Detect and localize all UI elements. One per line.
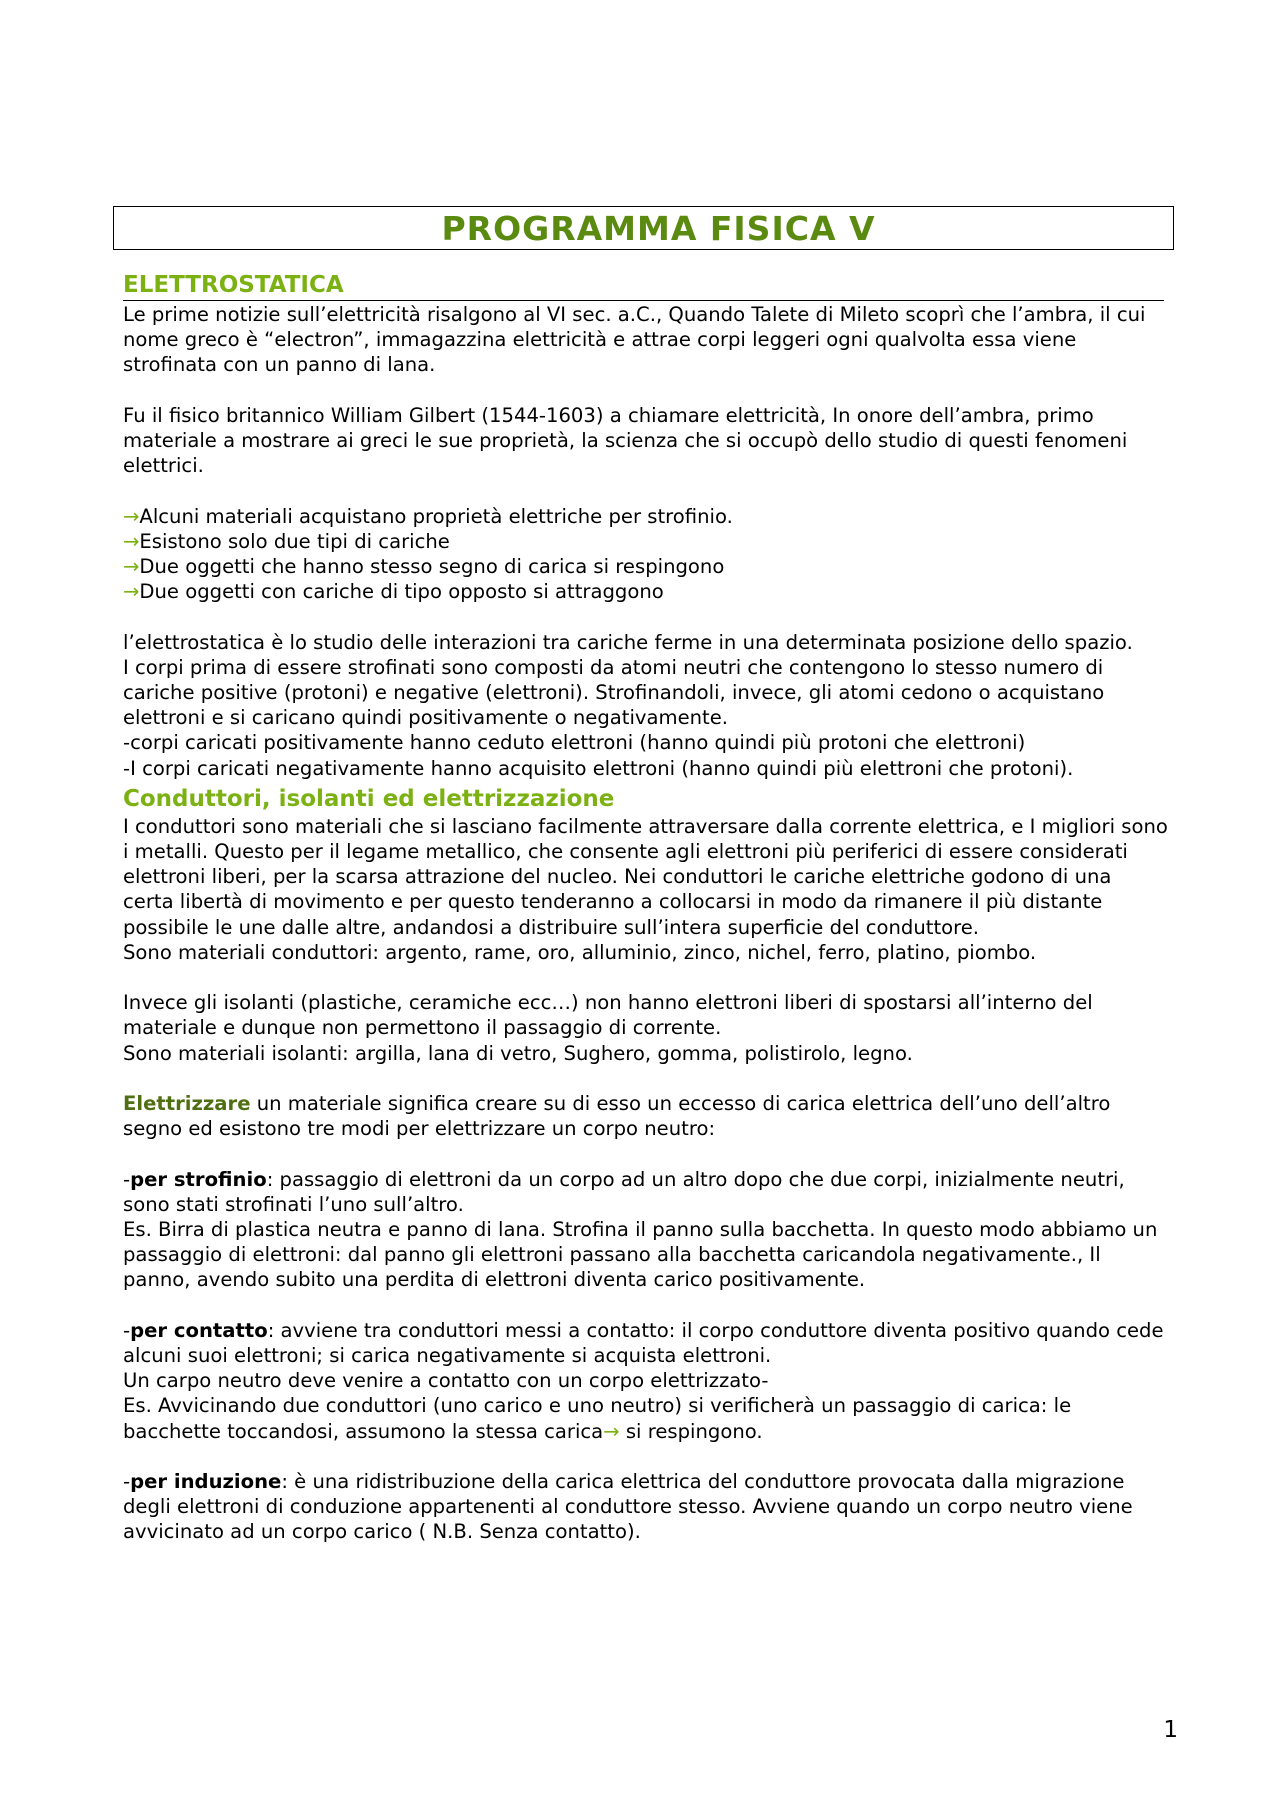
- insulators-list: Sono materiali isolanti: argilla, lana di vetro, Sughero, gomma, polistirolo, legno.: [123, 1041, 913, 1065]
- subsection-heading-conduttori: Conduttori, isolanti ed elettrizzazione: [123, 785, 615, 812]
- arrow-list-item: →Alcuni materiali acquistano proprietà elettriche per strofinio.: [123, 504, 733, 528]
- intro-paragraph-1: Le prime notizie sull’elettricità risalgono al VI sec. a.C., Quando Talete di Mileto scoprì che l’ambra, il cui nome greco è “electron”, immagazzina elettricità e attrae corpi leggeri ogni qualvolta essa viene strofinata con un panno di lana.: [123, 303, 1146, 377]
- conductors-paragraph: I conduttori sono materiali che si lasciano facilmente attraversare dalla corrente elettrica, e I migliori sono i metalli. Questo per il legame metallico, che consente agli elettroni più periferici di essere considerati elettroni liberi, per la scarsa attrazione del nucleo. Nei conduttori le cariche elettriche godono di una certa libertà di movimento e per questo tenderanno a collocarsi in modo da rimanere il più distante possibile le une dalle altre, andandosi a distribuire sull’intera superficie del conduttore.: [123, 814, 1168, 939]
- method-induction: -per induzione: è una ridistribuzione della carica elettrica del conduttore provocata dalla migrazione degli elettroni di conduzione appartenenti al conduttore stesso. Avviene quando un corpo neutro viene avvicinato ad un corpo carico ( N.B. Senza contatto).: [123, 1470, 1133, 1544]
- friction-keyword: per strofinio: [130, 1167, 267, 1191]
- document-body: [123, 270, 1168, 1545]
- method-contact: -per contatto: avviene tra conduttori messi a contatto: il corpo conduttore diventa positivo quando cede alcuni suoi elettroni; si carica negativamente si acquista elettroni.: [123, 1318, 1164, 1368]
- title-box: [113, 206, 1174, 250]
- electrify-keyword: Elettrizzare: [123, 1092, 251, 1116]
- neutral-atoms-paragraph: I corpi prima di essere strofinati sono composti da atomi neutri che contengono lo stesso numero di cariche positive (protoni) e negative (elettroni). Strofinandoli, invece, gli atomi cedono o acquistano elettroni e si caricano quindi positivamente o negativamente.: [123, 655, 1105, 730]
- section-heading-elettrostatica: ELETTROSTATICA: [123, 270, 1164, 301]
- arrow-icon: →: [123, 580, 140, 604]
- positive-charge-line: -corpi caricati positivamente hanno ceduto elettroni (hanno quindi più protoni che elettroni): [123, 731, 1026, 755]
- conductors-list: Sono materiali conduttori: argento, rame, oro, alluminio, zinco, nichel, ferro, platino, piombo.: [123, 940, 1037, 964]
- arrow-list-item: →Due oggetti con cariche di tipo opposto si attraggono: [123, 580, 664, 604]
- arrow-list-item: →Due oggetti che hanno stesso segno di carica si respingono: [123, 555, 725, 578]
- induction-keyword: per induzione: [130, 1470, 282, 1494]
- arrow-list-item: →Esistono solo due tipi di cariche: [123, 529, 450, 553]
- arrow-icon: →: [603, 1419, 620, 1443]
- arrow-icon: →: [123, 555, 140, 578]
- arrow-list: [123, 504, 1168, 605]
- insulators-paragraph: Invece gli isolanti (plastiche, ceramiche ecc…) non hanno elettroni liberi di spostarsi all’interno del materiale e dunque non permettono il passaggio di corrente.: [123, 991, 1093, 1040]
- arrow-icon: →: [123, 529, 140, 553]
- negative-charge-line: -I corpi caricati negativamente hanno acquisito elettroni (hanno quindi più elettroni che protoni).: [123, 756, 1074, 780]
- page-number: 1: [1163, 1717, 1178, 1743]
- intro-paragraph-2: Fu il fisico britannico William Gilbert (1544-1603) a chiamare elettricità, In onore dell’ambra, primo materiale a mostrare ai greci le sue proprietà, la scienza che si occupò dello studio di questi fenomeni elettrici.: [123, 403, 1128, 478]
- contact-line-2: Un carpo neutro deve venire a contatto con un corpo elettrizzato-: [123, 1369, 769, 1393]
- method-friction: -per strofinio: passaggio di elettroni da un corpo ad un altro dopo che due corpi, inizialmente neutri, sono stati strofinati l’uno sull’altro.: [123, 1167, 1125, 1216]
- friction-example: Es. Birra di plastica neutra e panno di lana. Strofina il panno sulla bacchetta. In questo modo abbiamo un passaggio di elettroni: dal panno gli elettroni passano alla bacchetta caricandola negativamente., Il panno, avendo subito una perdita di elettroni diventa carico positivamente.: [123, 1218, 1158, 1292]
- contact-keyword: per contatto: [130, 1318, 268, 1342]
- electrostatics-definition: l’elettrostatica è lo studio delle interazioni tra cariche ferme in una determinata posizione dello spazio.: [123, 630, 1133, 654]
- arrow-icon: →: [123, 504, 140, 528]
- page-title: PROGRAMMA FISICA V: [441, 208, 876, 248]
- electrify-paragraph: Elettrizzare un materiale significa creare su di esso un eccesso di carica elettrica dell’uno dell’altro segno ed esistono tre modi per elettrizzare un corpo neutro:: [123, 1092, 1111, 1141]
- contact-example: Es. Avvicinando due conduttori (uno carico e uno neutro) si verificherà un passaggio di carica: le bacchette toccandosi, assumono la stessa carica→ si respingono.: [123, 1394, 1072, 1443]
